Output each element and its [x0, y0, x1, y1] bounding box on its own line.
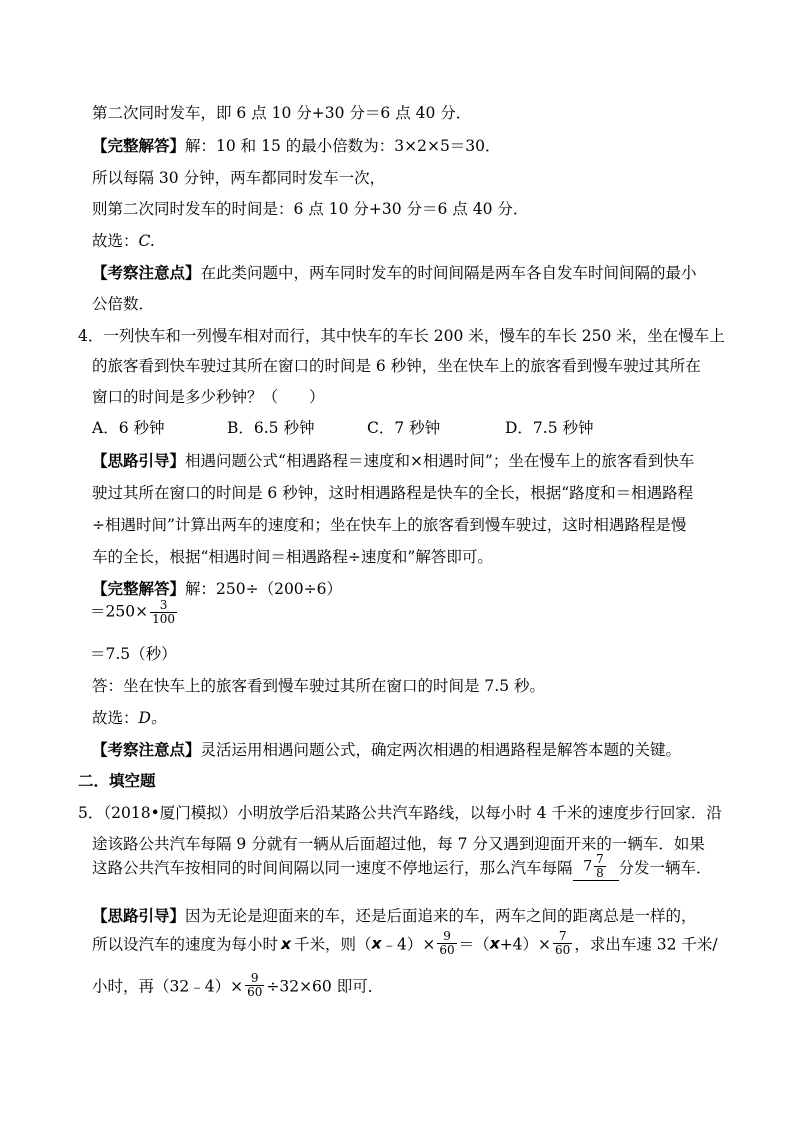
- guide-text-g: +4）×: [499, 935, 552, 954]
- option-d: D．7.5 秒钟: [505, 419, 594, 437]
- q3-note: [92, 261, 697, 283]
- question-stem: 一列快车和一列慢车相对而行，其中快车的车长 200 米，慢车的车长 250 米，坐在慢车上: [103, 327, 725, 345]
- note-tag: 【考察注意点】: [92, 264, 201, 282]
- choose-value: C.: [138, 232, 155, 250]
- q3-note-cont: 公倍数．: [92, 295, 155, 313]
- guide-text-a: 小时，再（32﹣4）×: [92, 977, 244, 996]
- q3-line-c: 则第二次同时发车的时间是：6 点 10 分+30 分＝6 点 40 分．: [92, 200, 529, 218]
- stem-suffix: 分发一辆车．: [618, 859, 712, 877]
- variable-x: x: [281, 934, 292, 953]
- guide-text: 因为无论是迎面来的车，还是后面追来的车，两车之间的距离总是一样的，: [185, 907, 697, 925]
- section-title: 二．填空题: [78, 772, 156, 790]
- stem-prefix: 这路公共汽车按相同的时间间隔以同一速度不停地运行，那么汽车每隔: [92, 859, 573, 877]
- q4-stem-3: 窗口的时间是多少秒钟？（ ）: [92, 388, 325, 406]
- question-number: 5．: [78, 804, 104, 822]
- fraction-numerator: 7: [553, 930, 572, 944]
- full-answer-tag: 【完整解答】: [92, 137, 186, 155]
- q3-line-b: 所以每隔 30 分钟，两车都同时发车一次，: [92, 169, 386, 187]
- q4-guide-2: 驶过其所在窗口的时间是 6 秒钟，这时相遇路程是快车的全长，根据“路度和＝相遇路程: [92, 484, 694, 502]
- choose-prefix: 故选：: [92, 709, 139, 727]
- option-c: C．7 秒钟: [367, 419, 441, 437]
- choose-value: D。: [138, 709, 167, 727]
- q5-stem-2: 途该路公共汽车每隔 9 分就有一辆从后面超过他，每 7 分又遇到迎面开来的一辆车．如果: [92, 835, 705, 853]
- full-answer-tag: 【完整解答】: [92, 580, 186, 598]
- fraction-numerator: 9: [245, 972, 264, 986]
- full-answer-text: 解：10 和 15 的最小倍数为：3×2×5＝30．: [185, 137, 501, 155]
- mixed-number-fraction: [594, 853, 606, 880]
- mixed-number-whole: 7: [583, 858, 593, 875]
- fraction-numerator: 9: [437, 930, 456, 944]
- q4-full-answer: [92, 577, 342, 599]
- q4-answer: 答：坐在快车上的旅客看到慢车驶过其所在窗口的时间是 7.5 秒。: [92, 677, 546, 695]
- fraction-numerator: 7: [596, 852, 604, 866]
- note-tag: 【考察注意点】: [92, 741, 201, 759]
- q5-stem-3: [92, 853, 712, 881]
- fraction-denominator: 60: [439, 943, 455, 957]
- guide-text: 相遇问题公式“相遇路程＝速度和×相遇时间”；坐在慢车上的旅客看到快车: [185, 452, 695, 470]
- q5-guide-2: [92, 930, 718, 957]
- fraction-denominator: 100: [152, 612, 175, 626]
- step-prefix: ＝250×: [90, 602, 149, 621]
- q4-stem-1: [78, 324, 725, 346]
- q4-step-2: ＝7.5（秒）: [90, 645, 177, 663]
- full-answer-text: 解：250÷（200÷6）: [185, 580, 343, 598]
- q5-guide-1: [92, 904, 697, 926]
- guide-text-a: 所以设汽车的速度为每小时: [92, 935, 279, 954]
- fraction-numerator: 3: [150, 599, 177, 613]
- fraction-denominator: 60: [247, 985, 263, 999]
- guide-text-e: ＝（: [458, 935, 490, 954]
- option-b: B．6.5 秒钟: [227, 419, 315, 437]
- note-text: 在此类问题中，两车同时发车的时间间隔是两车各自发车时间间隔的最小: [200, 264, 697, 282]
- fraction-denominator: 60: [555, 943, 571, 957]
- guide-tag: 【思路引导】: [92, 907, 186, 925]
- q4-guide-1: [92, 449, 694, 471]
- guide-text-b: ÷32×60 即可．: [266, 977, 384, 996]
- q4-guide-4: 车的全长，根据“相遇时间＝相遇路程÷速度和”解答即可。: [92, 548, 493, 566]
- guide-text-d: ﹣4）×: [381, 935, 436, 954]
- q4-options: [92, 416, 594, 438]
- question-stem: （2018•厦门模拟）小明放学后沿某路公共汽车路线，以每小时 4 千米的速度步行回家．沿: [103, 804, 722, 822]
- guide-text-h: ，求出车速 32 千米/: [574, 935, 718, 954]
- fraction: [245, 972, 264, 999]
- option-a: A．6 秒钟: [92, 419, 165, 437]
- variable-x: x: [371, 934, 382, 953]
- fraction: [150, 599, 177, 626]
- choose-prefix: 故选：: [92, 232, 139, 250]
- note-text: 灵活运用相遇问题公式，确定两次相遇的相遇路程是解答本题的关键。: [200, 741, 682, 759]
- q4-note: [92, 738, 681, 760]
- q4-guide-3: ÷相遇时间”计算出两车的速度和；坐在快车上的旅客看到慢车驶过，这时相遇路程是慢: [92, 516, 687, 534]
- variable-x: x: [489, 934, 500, 953]
- fraction: [437, 930, 456, 957]
- q3-full-answer: [92, 134, 501, 156]
- q5-stem-1: [78, 801, 722, 823]
- fraction: [553, 930, 572, 957]
- question-number: 4．: [78, 327, 104, 345]
- q3-choose: [92, 229, 155, 251]
- fraction-denominator: 8: [596, 866, 604, 880]
- q5-guide-3: [92, 972, 383, 999]
- guide-text-b: 千米，则（: [294, 935, 372, 954]
- q4-step-1: [90, 599, 179, 626]
- q3-line-a: 第二次同时发车，即 6 点 10 分+30 分＝6 点 40 分．: [92, 104, 472, 122]
- q4-stem-2: 的旅客看到快车驶过其所在窗口的时间是 6 秒钟，坐在快车上的旅客看到慢车驶过其所在: [92, 357, 701, 375]
- q4-choose: [92, 706, 166, 728]
- guide-tag: 【思路引导】: [92, 452, 186, 470]
- answer-blank: [573, 853, 619, 881]
